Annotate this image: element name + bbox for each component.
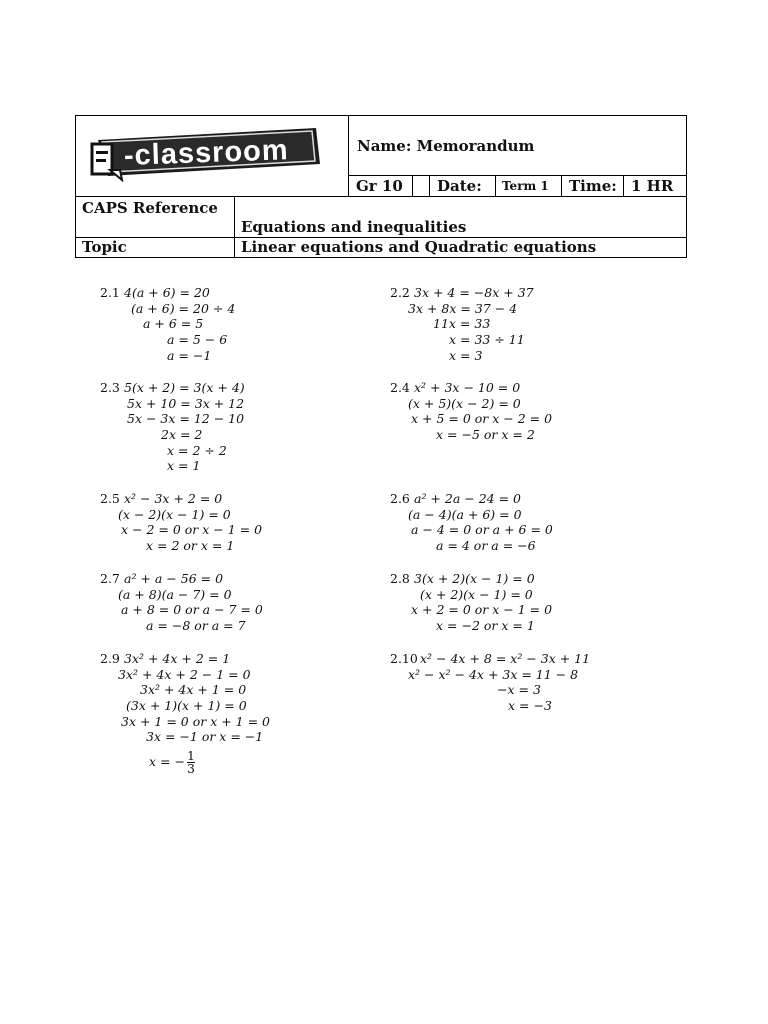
equation-line: a = 5 − 6 bbox=[167, 332, 228, 348]
equation-line: 5(x + 2) = 3(x + 4) bbox=[124, 380, 245, 395]
caps-value-cell bbox=[235, 197, 686, 238]
equation-line: x² − 3x + 2 = 0 bbox=[124, 491, 223, 506]
answer-2-3 bbox=[100, 380, 245, 474]
answer-2-2 bbox=[390, 285, 534, 363]
equation-line: (a + 8)(a − 7) = 0 bbox=[118, 586, 232, 602]
equation-line: a + 6 = 5 bbox=[143, 316, 204, 332]
equation-line: 3x + 4 = −8x + 37 bbox=[414, 285, 534, 300]
equation-line: (x + 5)(x − 2) = 0 bbox=[408, 395, 521, 411]
equation-line: x² − x² − 4x + 3x = 11 − 8 bbox=[408, 666, 579, 682]
equation-line: a − 4 = 0 or a + 6 = 0 bbox=[411, 522, 553, 538]
equation-line: (a − 4)(a + 6) = 0 bbox=[408, 506, 522, 522]
equation-line: 3x = −1 or x = −1 bbox=[146, 729, 264, 745]
time-label: Time: bbox=[569, 177, 617, 195]
equation-line: x = 3 bbox=[449, 347, 483, 363]
grade-label: Gr 10 bbox=[356, 177, 403, 195]
fraction-denominator: 3 bbox=[186, 761, 195, 777]
grade-cell bbox=[349, 176, 413, 197]
term-cell bbox=[496, 176, 562, 197]
equation-line: (x + 2)(x − 1) = 0 bbox=[420, 586, 533, 602]
question-number: 2.1 bbox=[100, 285, 120, 300]
svg-text:-classroom: -classroom bbox=[123, 134, 290, 172]
question-number: 2.8 bbox=[390, 571, 410, 586]
blank-cell bbox=[413, 176, 430, 197]
equation-line: 3(x + 2)(x − 1) = 0 bbox=[414, 571, 535, 586]
caps-label-cell bbox=[76, 197, 235, 238]
equation-line: x − 2 = 0 or x − 1 = 0 bbox=[121, 522, 263, 538]
date-cell bbox=[430, 176, 496, 197]
equation-line: −x = 3 bbox=[497, 682, 541, 698]
equation-line: (x − 2)(x − 1) = 0 bbox=[118, 506, 231, 522]
equation-line: 3x² + 4x + 2 = 1 bbox=[124, 651, 231, 666]
equation-line: x + 5 = 0 or x − 2 = 0 bbox=[411, 411, 553, 427]
answer-2-4 bbox=[390, 380, 553, 443]
answer-2-9 bbox=[100, 651, 270, 779]
equation-line: x = −5 or x = 2 bbox=[436, 427, 535, 443]
equation-line: 3x + 1 = 0 or x + 1 = 0 bbox=[121, 713, 270, 729]
answer-2-5 bbox=[100, 491, 263, 554]
header-table bbox=[75, 115, 687, 258]
equation-line: a² + 2a − 24 = 0 bbox=[414, 491, 521, 506]
equation-line: 5x + 10 = 3x + 12 bbox=[127, 395, 245, 411]
question-number: 2.6 bbox=[390, 491, 410, 506]
topic-value: Linear equations and Quadratic equations bbox=[241, 238, 597, 256]
equation-line: x = 2 or x = 1 bbox=[146, 538, 235, 554]
question-number: 2.4 bbox=[390, 380, 410, 395]
equation-line: x = −2 or x = 1 bbox=[436, 618, 535, 634]
fraction-numerator: 1 bbox=[186, 748, 195, 764]
caps-value: Equations and inequalities bbox=[241, 218, 467, 236]
question-number: 2.9 bbox=[100, 651, 120, 666]
equation-line: x² − 4x + 8 = x² − 3x + 11 bbox=[420, 651, 591, 666]
equation-line: (3x + 1)(x + 1) = 0 bbox=[126, 698, 247, 714]
answer-2-10 bbox=[390, 651, 590, 714]
equation-line: x + 2 = 0 or x − 1 = 0 bbox=[411, 602, 553, 618]
equation-line: a = −8 or a = 7 bbox=[146, 618, 246, 634]
e-classroom-logo bbox=[90, 126, 322, 182]
topic-label-cell bbox=[76, 238, 235, 257]
equation-line: 3x² + 4x + 1 = 0 bbox=[140, 682, 247, 698]
answer-2-6 bbox=[390, 491, 553, 554]
equation-line: 5x − 3x = 12 − 10 bbox=[127, 411, 245, 427]
question-number: 2.10 bbox=[390, 651, 418, 666]
answer-2-7 bbox=[100, 571, 263, 634]
equation-line: a = 4 or a = −6 bbox=[436, 538, 536, 554]
time-value: 1 HR bbox=[631, 177, 674, 195]
equation-line: x = −3 bbox=[508, 698, 552, 714]
equation-line: 11x = 33 bbox=[433, 316, 491, 332]
equation-line: 2x = 2 bbox=[161, 427, 203, 443]
topic-value-cell bbox=[235, 238, 686, 257]
question-number: 2.5 bbox=[100, 491, 120, 506]
equation-line: x = − bbox=[149, 754, 185, 770]
equation-line: 4(a + 6) = 20 bbox=[124, 285, 210, 300]
name-label: Name: Memorandum bbox=[357, 137, 535, 155]
equation-line: x = 2 ÷ 2 bbox=[167, 442, 227, 458]
equation-line: a + 8 = 0 or a − 7 = 0 bbox=[121, 602, 263, 618]
caps-label: CAPS Reference bbox=[82, 199, 218, 217]
time-cell bbox=[562, 176, 624, 197]
equation-line: 3x + 8x = 37 − 4 bbox=[408, 300, 518, 316]
topic-label: Topic bbox=[82, 238, 127, 256]
answer-2-8 bbox=[390, 571, 553, 634]
question-number: 2.3 bbox=[100, 380, 120, 395]
fraction bbox=[187, 750, 195, 775]
logo-cell bbox=[76, 116, 349, 197]
equation-line: a = −1 bbox=[167, 347, 212, 363]
answer-2-1 bbox=[100, 285, 236, 363]
date-label: Date: bbox=[437, 177, 482, 195]
equation-line: (a + 6) = 20 ÷ 4 bbox=[131, 300, 236, 316]
question-number: 2.7 bbox=[100, 571, 120, 586]
term-label: Term 1 bbox=[502, 179, 549, 193]
equation-line: a² + a − 56 = 0 bbox=[124, 571, 224, 586]
time-value-cell bbox=[624, 176, 686, 197]
equation-line: 3x² + 4x + 2 − 1 = 0 bbox=[118, 666, 251, 682]
equation-line: x = 1 bbox=[167, 458, 201, 474]
equation-line: x = 33 ÷ 11 bbox=[449, 332, 525, 348]
name-cell bbox=[349, 116, 686, 176]
question-number: 2.2 bbox=[390, 285, 410, 300]
equation-line: x² + 3x − 10 = 0 bbox=[414, 380, 521, 395]
